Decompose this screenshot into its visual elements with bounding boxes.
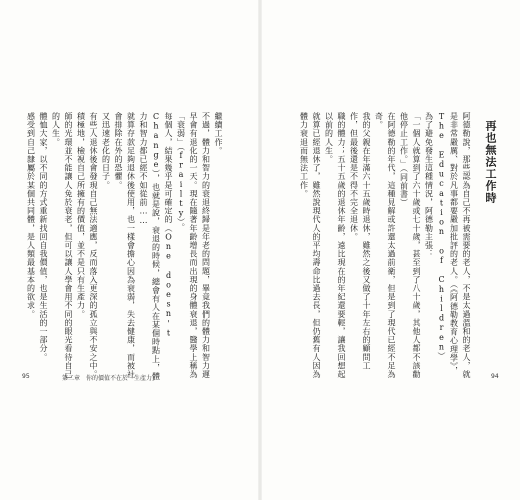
paragraph: 繼續工作。 <box>214 112 223 155</box>
left-page <box>0 0 258 500</box>
right-page <box>262 0 520 500</box>
paragraph: 就算存款足夠退休後使用，也一樣會擔心因為衰弱，失去健康，而被社會排除在外的恐懼。 <box>114 112 136 379</box>
page-number: 95 <box>22 373 30 380</box>
paragraph: 感受到自己隸屬於某個共同體，是人類最基本的欲求。 <box>26 112 36 319</box>
paragraph: 體恤大家，以不同的方式重新找回自我價值，也是生活的一部分。 <box>39 112 48 362</box>
paragraph: 職的體力；五十五歲的退休年齡，遠比現在的年紀還要輕，讓我回想起以前的人生。 <box>324 112 346 379</box>
paragraph: 積極地，檢視自己所擁有的價值，並不是只有生產力。 <box>76 112 86 319</box>
paragraph: 阿德勒說，那些認為自己不再被需要的老人，不是太過溫和的老人，就是非常嚴厲、對於凡事都要嚴加批評的老人。（《阿德勒教育心理學》，The Education of Children） <box>437 112 471 379</box>
section-title: 再也無法工作時 <box>484 120 497 204</box>
paragraph: 我的父親在年滿六十五歲時退休，雖然之後又做了十年左右的顧問工作，但最後還是不得不完全退休。 <box>349 112 371 370</box>
running-head: 第二章 你的價值不在於「生產力」 <box>62 375 159 382</box>
paragraph: 「一個人就算到了六十歲或七十歲，甚至到了八十歲，其他人都不該勸他停止工作。」（同前書） <box>399 112 421 379</box>
page-number: 94 <box>491 373 499 380</box>
paragraph: 又迅速老化的日子。 <box>101 112 111 190</box>
paragraph: 不過，體力和智力的衰退終歸是年老的問題，畢竟我們的體力和智力遲早會有退化的一天。現在隨著年齡增長而出現的身體衰退，醫學上稱為「衰弱」（frailty）。 <box>176 112 211 379</box>
paragraph: 就算已經退休了，雖然說現代人的平均壽命比過去長，但仍舊有人因為體力衰退而無法工作。 <box>299 112 321 379</box>
paragraph: 師的光環並不能讓人免於衰老，但可以讓人學會用不同的眼光看待自己的人生。 <box>51 112 73 379</box>
paragraph: 有些人退休後會發現自己無法適應，反而落入更深的孤立與不安之中。 <box>89 112 98 379</box>
right-page-body <box>276 112 472 382</box>
paragraph: 為了避免發生這種情況，阿德勒主張： <box>424 112 434 259</box>
paragraph: 每個人，結果幾乎是可確定的（One doesn't Change），也就是說，衰退的時候，總會有人在某個時點上，體力和智力都已經不如從前…… <box>139 112 173 381</box>
paragraph: 在阿德勒的年代，這種見解或許還太過前衛，但是到了現代已經不足為奇。 <box>374 112 396 379</box>
